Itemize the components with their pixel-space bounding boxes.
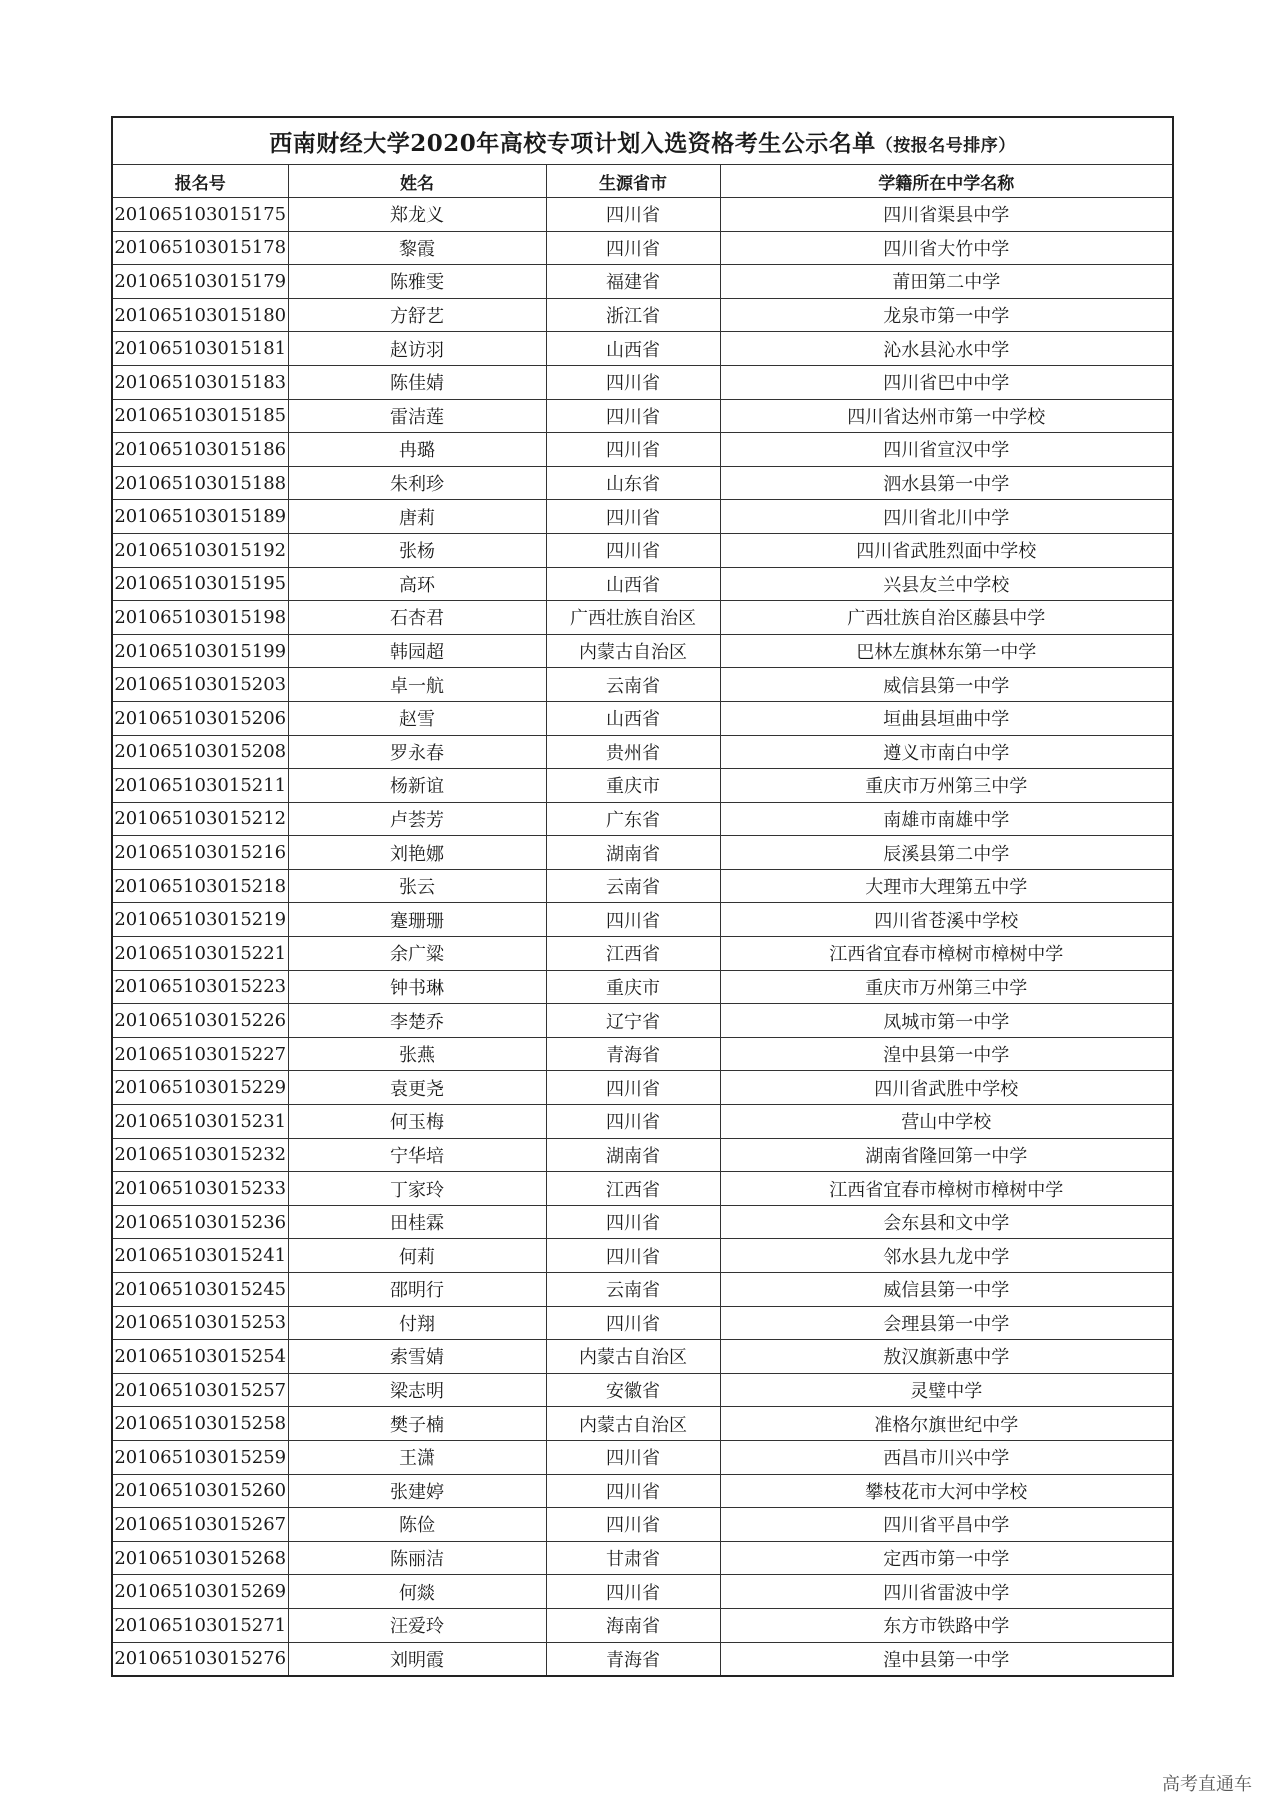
cell-school: 会理县第一中学 — [720, 1306, 1173, 1340]
table-row — [112, 1004, 1173, 1038]
cell-school: 东方市铁路中学 — [720, 1608, 1173, 1642]
cell-name: 高环 — [288, 567, 546, 601]
cell-school: 威信县第一中学 — [720, 1273, 1173, 1307]
cell-name: 索雪婧 — [288, 1340, 546, 1374]
cell-school: 四川省渠县中学 — [720, 198, 1173, 232]
cell-province: 四川省 — [546, 433, 720, 467]
table-row — [112, 869, 1173, 903]
cell-name: 郑龙义 — [288, 198, 546, 232]
table-title: 西南财经大学2020年高校专项计划入选资格考生公示名单 — [269, 129, 876, 157]
table-row — [112, 1642, 1173, 1676]
cell-registration-id: 201065103015218 — [112, 869, 288, 903]
cell-province: 四川省 — [546, 500, 720, 534]
table-row — [112, 1306, 1173, 1340]
cell-province: 四川省 — [546, 399, 720, 433]
cell-registration-id: 201065103015198 — [112, 601, 288, 635]
cell-registration-id: 201065103015271 — [112, 1608, 288, 1642]
cell-name: 罗永春 — [288, 735, 546, 769]
cell-registration-id: 201065103015186 — [112, 433, 288, 467]
header-row — [112, 165, 1173, 198]
cell-province: 甘肃省 — [546, 1541, 720, 1575]
table-row — [112, 1037, 1173, 1071]
cell-province: 江西省 — [546, 1172, 720, 1206]
table-row — [112, 634, 1173, 668]
cell-province: 江西省 — [546, 937, 720, 971]
cell-province: 云南省 — [546, 1273, 720, 1307]
cell-name: 樊子楠 — [288, 1407, 546, 1441]
column-header-school: 学籍所在中学名称 — [720, 165, 1173, 198]
cell-school: 敖汉旗新惠中学 — [720, 1340, 1173, 1374]
cell-school: 邻水县九龙中学 — [720, 1239, 1173, 1273]
table-row — [112, 433, 1173, 467]
table-row — [112, 1440, 1173, 1474]
cell-registration-id: 201065103015254 — [112, 1340, 288, 1374]
cell-province: 安徽省 — [546, 1373, 720, 1407]
cell-name: 袁更尧 — [288, 1071, 546, 1105]
cell-province: 四川省 — [546, 231, 720, 265]
table-row — [112, 1508, 1173, 1542]
cell-school: 遵义市南白中学 — [720, 735, 1173, 769]
table-title-note: （按报名号排序） — [875, 135, 1016, 156]
watermark-text: 高考直通车 — [1162, 1774, 1252, 1795]
cell-school: 江西省宜春市樟树市樟树中学 — [720, 1172, 1173, 1206]
cell-name: 黎霞 — [288, 231, 546, 265]
cell-name: 赵雪 — [288, 701, 546, 735]
cell-province: 四川省 — [546, 1239, 720, 1273]
cell-registration-id: 201065103015258 — [112, 1407, 288, 1441]
cell-school: 四川省大竹中学 — [720, 231, 1173, 265]
cell-school: 湖南省隆回第一中学 — [720, 1138, 1173, 1172]
cell-name: 张杨 — [288, 533, 546, 567]
table-row — [112, 937, 1173, 971]
cell-name: 冉璐 — [288, 433, 546, 467]
cell-school: 准格尔旗世纪中学 — [720, 1407, 1173, 1441]
cell-registration-id: 201065103015208 — [112, 735, 288, 769]
cell-registration-id: 201065103015257 — [112, 1373, 288, 1407]
cell-school: 会东县和文中学 — [720, 1205, 1173, 1239]
cell-name: 钟书琳 — [288, 970, 546, 1004]
cell-province: 四川省 — [546, 365, 720, 399]
document-sheet — [111, 116, 1172, 1677]
cell-registration-id: 201065103015179 — [112, 265, 288, 299]
table-row — [112, 1407, 1173, 1441]
table-row — [112, 903, 1173, 937]
cell-province: 四川省 — [546, 198, 720, 232]
cell-name: 杨新谊 — [288, 769, 546, 803]
cell-registration-id: 201065103015241 — [112, 1239, 288, 1273]
cell-registration-id: 201065103015231 — [112, 1105, 288, 1139]
table-row — [112, 769, 1173, 803]
cell-registration-id: 201065103015212 — [112, 802, 288, 836]
table-row — [112, 802, 1173, 836]
cell-registration-id: 201065103015260 — [112, 1474, 288, 1508]
table-row — [112, 1340, 1173, 1374]
cell-province: 山西省 — [546, 567, 720, 601]
table-row — [112, 298, 1173, 332]
cell-name: 丁家玲 — [288, 1172, 546, 1206]
cell-name: 石杏君 — [288, 601, 546, 635]
cell-name: 张云 — [288, 869, 546, 903]
cell-province: 辽宁省 — [546, 1004, 720, 1038]
cell-name: 汪爱玲 — [288, 1608, 546, 1642]
cell-registration-id: 201065103015227 — [112, 1037, 288, 1071]
table-row — [112, 1541, 1173, 1575]
cell-school: 巴林左旗林东第一中学 — [720, 634, 1173, 668]
cell-school: 重庆市万州第三中学 — [720, 769, 1173, 803]
cell-registration-id: 201065103015269 — [112, 1575, 288, 1609]
cell-school: 四川省平昌中学 — [720, 1508, 1173, 1542]
cell-registration-id: 201065103015223 — [112, 970, 288, 1004]
table-row — [112, 365, 1173, 399]
cell-province: 四川省 — [546, 533, 720, 567]
cell-registration-id: 201065103015188 — [112, 466, 288, 500]
cell-registration-id: 201065103015199 — [112, 634, 288, 668]
cell-registration-id: 201065103015236 — [112, 1205, 288, 1239]
cell-province: 四川省 — [546, 1440, 720, 1474]
cell-registration-id: 201065103015185 — [112, 399, 288, 433]
cell-registration-id: 201065103015178 — [112, 231, 288, 265]
cell-province: 海南省 — [546, 1608, 720, 1642]
table-row — [112, 1273, 1173, 1307]
cell-registration-id: 201065103015189 — [112, 500, 288, 534]
cell-school: 西昌市川兴中学 — [720, 1440, 1173, 1474]
cell-school: 四川省武胜中学校 — [720, 1071, 1173, 1105]
table-row — [112, 1138, 1173, 1172]
table-row — [112, 567, 1173, 601]
cell-school: 莆田第二中学 — [720, 265, 1173, 299]
cell-school: 凤城市第一中学 — [720, 1004, 1173, 1038]
cell-name: 卢荟芳 — [288, 802, 546, 836]
cell-registration-id: 201065103015245 — [112, 1273, 288, 1307]
cell-name: 张燕 — [288, 1037, 546, 1071]
table-row — [112, 265, 1173, 299]
cell-school: 大理市大理第五中学 — [720, 869, 1173, 903]
cell-school: 四川省达州市第一中学校 — [720, 399, 1173, 433]
cell-registration-id: 201065103015216 — [112, 836, 288, 870]
column-header-province: 生源省市 — [546, 165, 720, 198]
cell-school: 辰溪县第二中学 — [720, 836, 1173, 870]
column-header-name: 姓名 — [288, 165, 546, 198]
cell-province: 云南省 — [546, 869, 720, 903]
cell-name: 宁华培 — [288, 1138, 546, 1172]
cell-registration-id: 201065103015183 — [112, 365, 288, 399]
cell-province: 四川省 — [546, 1508, 720, 1542]
table-row — [112, 668, 1173, 702]
table-row — [112, 1575, 1173, 1609]
cell-school: 垣曲县垣曲中学 — [720, 701, 1173, 735]
cell-school: 灵璧中学 — [720, 1373, 1173, 1407]
cell-registration-id: 201065103015253 — [112, 1306, 288, 1340]
cell-name: 付翔 — [288, 1306, 546, 1340]
cell-province: 湖南省 — [546, 836, 720, 870]
cell-name: 方舒艺 — [288, 298, 546, 332]
cell-province: 重庆市 — [546, 769, 720, 803]
cell-school: 重庆市万州第三中学 — [720, 970, 1173, 1004]
cell-name: 蹇珊珊 — [288, 903, 546, 937]
cell-province: 四川省 — [546, 1474, 720, 1508]
table-row — [112, 701, 1173, 735]
title-row — [112, 117, 1173, 165]
table-row — [112, 466, 1173, 500]
table-row — [112, 601, 1173, 635]
cell-school: 龙泉市第一中学 — [720, 298, 1173, 332]
table-row — [112, 198, 1173, 232]
cell-name: 刘明霞 — [288, 1642, 546, 1676]
table-row — [112, 1172, 1173, 1206]
table-row — [112, 836, 1173, 870]
cell-province: 广东省 — [546, 802, 720, 836]
cell-school: 攀枝花市大河中学校 — [720, 1474, 1173, 1508]
cell-school: 四川省北川中学 — [720, 500, 1173, 534]
column-header-id: 报名号 — [112, 165, 288, 198]
cell-school: 四川省雷波中学 — [720, 1575, 1173, 1609]
cell-school: 四川省苍溪中学校 — [720, 903, 1173, 937]
table-row — [112, 1474, 1173, 1508]
cell-registration-id: 201065103015195 — [112, 567, 288, 601]
cell-name: 余广粱 — [288, 937, 546, 971]
cell-province: 青海省 — [546, 1037, 720, 1071]
cell-province: 青海省 — [546, 1642, 720, 1676]
cell-registration-id: 201065103015267 — [112, 1508, 288, 1542]
table-row — [112, 1105, 1173, 1139]
cell-name: 卓一航 — [288, 668, 546, 702]
cell-school: 沁水县沁水中学 — [720, 332, 1173, 366]
table-row — [112, 1071, 1173, 1105]
cell-province: 四川省 — [546, 1071, 720, 1105]
cell-province: 内蒙古自治区 — [546, 1340, 720, 1374]
table-row — [112, 735, 1173, 769]
cell-name: 陈俭 — [288, 1508, 546, 1542]
cell-name: 何玉梅 — [288, 1105, 546, 1139]
table-row — [112, 533, 1173, 567]
cell-school: 四川省宣汉中学 — [720, 433, 1173, 467]
cell-name: 张建婷 — [288, 1474, 546, 1508]
cell-province: 四川省 — [546, 1205, 720, 1239]
cell-province: 四川省 — [546, 1575, 720, 1609]
cell-province: 山西省 — [546, 332, 720, 366]
cell-province: 四川省 — [546, 1105, 720, 1139]
cell-province: 广西壮族自治区 — [546, 601, 720, 635]
cell-registration-id: 201065103015232 — [112, 1138, 288, 1172]
cell-school: 四川省巴中中学 — [720, 365, 1173, 399]
cell-name: 邵明行 — [288, 1273, 546, 1307]
cell-registration-id: 201065103015206 — [112, 701, 288, 735]
table-row — [112, 970, 1173, 1004]
cell-school: 湟中县第一中学 — [720, 1642, 1173, 1676]
table-row — [112, 1608, 1173, 1642]
cell-name: 何燚 — [288, 1575, 546, 1609]
cell-province: 四川省 — [546, 903, 720, 937]
cell-school: 江西省宜春市樟树市樟树中学 — [720, 937, 1173, 971]
cell-province: 山东省 — [546, 466, 720, 500]
cell-name: 韩园超 — [288, 634, 546, 668]
cell-province: 云南省 — [546, 668, 720, 702]
cell-registration-id: 201065103015180 — [112, 298, 288, 332]
cell-name: 梁志明 — [288, 1373, 546, 1407]
cell-name: 何莉 — [288, 1239, 546, 1273]
table-row — [112, 500, 1173, 534]
cell-name: 李楚乔 — [288, 1004, 546, 1038]
cell-province: 四川省 — [546, 1306, 720, 1340]
cell-school: 定西市第一中学 — [720, 1541, 1173, 1575]
cell-province: 重庆市 — [546, 970, 720, 1004]
cell-name: 刘艳娜 — [288, 836, 546, 870]
table-title-cell — [112, 117, 1173, 165]
cell-province: 湖南省 — [546, 1138, 720, 1172]
cell-school: 威信县第一中学 — [720, 668, 1173, 702]
cell-school: 泗水县第一中学 — [720, 466, 1173, 500]
table-body — [112, 198, 1173, 1677]
cell-school: 湟中县第一中学 — [720, 1037, 1173, 1071]
cell-province: 浙江省 — [546, 298, 720, 332]
cell-registration-id: 201065103015259 — [112, 1440, 288, 1474]
cell-registration-id: 201065103015268 — [112, 1541, 288, 1575]
cell-name: 唐莉 — [288, 500, 546, 534]
cell-school: 南雄市南雄中学 — [720, 802, 1173, 836]
cell-province: 山西省 — [546, 701, 720, 735]
cell-school: 营山中学校 — [720, 1105, 1173, 1139]
cell-registration-id: 201065103015276 — [112, 1642, 288, 1676]
cell-name: 陈丽洁 — [288, 1541, 546, 1575]
cell-province: 福建省 — [546, 265, 720, 299]
cell-name: 陈雅雯 — [288, 265, 546, 299]
table-row — [112, 1205, 1173, 1239]
table-row — [112, 231, 1173, 265]
cell-province: 内蒙古自治区 — [546, 1407, 720, 1441]
cell-registration-id: 201065103015229 — [112, 1071, 288, 1105]
cell-name: 陈佳婧 — [288, 365, 546, 399]
cell-name: 赵访羽 — [288, 332, 546, 366]
cell-registration-id: 201065103015175 — [112, 198, 288, 232]
cell-registration-id: 201065103015226 — [112, 1004, 288, 1038]
cell-registration-id: 201065103015203 — [112, 668, 288, 702]
cell-province: 内蒙古自治区 — [546, 634, 720, 668]
cell-name: 朱利珍 — [288, 466, 546, 500]
cell-school: 兴县友兰中学校 — [720, 567, 1173, 601]
table-row — [112, 399, 1173, 433]
cell-province: 贵州省 — [546, 735, 720, 769]
table-row — [112, 1239, 1173, 1273]
candidate-table — [111, 116, 1174, 1677]
cell-school: 四川省武胜烈面中学校 — [720, 533, 1173, 567]
cell-registration-id: 201065103015181 — [112, 332, 288, 366]
cell-registration-id: 201065103015233 — [112, 1172, 288, 1206]
table-row — [112, 1373, 1173, 1407]
cell-school: 广西壮族自治区藤县中学 — [720, 601, 1173, 635]
table-row — [112, 332, 1173, 366]
cell-name: 田桂霖 — [288, 1205, 546, 1239]
cell-registration-id: 201065103015211 — [112, 769, 288, 803]
cell-name: 雷洁莲 — [288, 399, 546, 433]
cell-registration-id: 201065103015221 — [112, 937, 288, 971]
cell-name: 王潇 — [288, 1440, 546, 1474]
cell-registration-id: 201065103015192 — [112, 533, 288, 567]
cell-registration-id: 201065103015219 — [112, 903, 288, 937]
